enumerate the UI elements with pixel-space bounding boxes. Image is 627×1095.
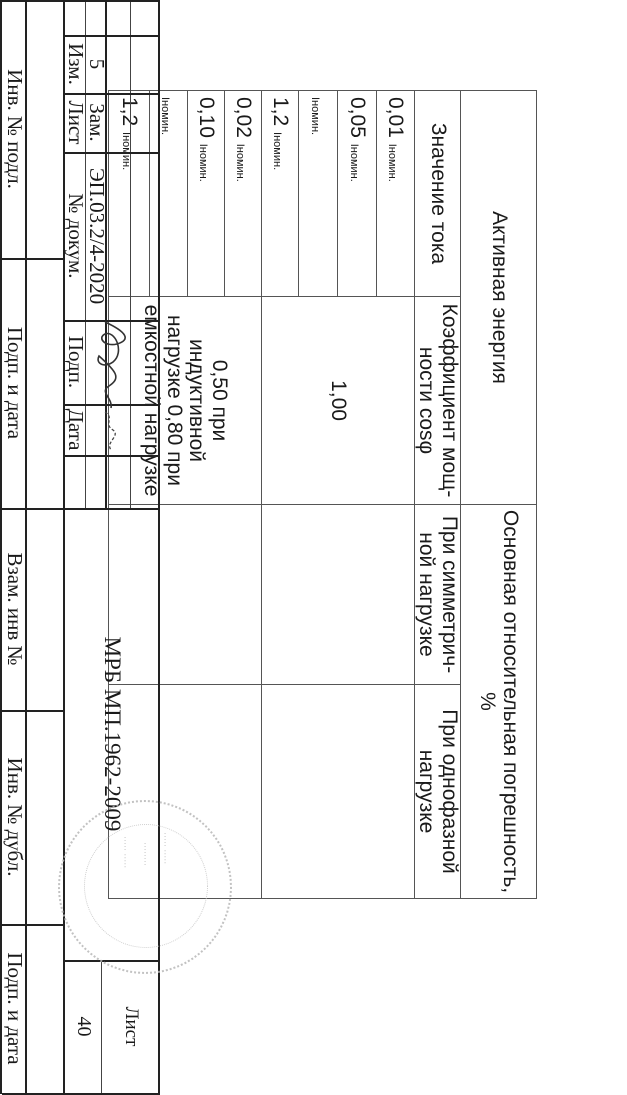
sidebar-inv-dubl: Инв. № дубл. (3, 757, 27, 877)
header-active-energy: Активная энергия (461, 91, 537, 505)
current-cell (376, 91, 414, 297)
signature-mark (89, 318, 135, 458)
header-current-value: Значение тока (414, 91, 460, 297)
sheet-number: 40 (73, 1016, 95, 1037)
current-unit: Iномин. (159, 97, 172, 136)
current-value: 0,05 (346, 97, 369, 138)
current-value: 1,2 (269, 97, 292, 127)
col-doc: № докум. (64, 193, 88, 279)
current-cell (187, 91, 224, 297)
sidebar-podp-data-1: Подп. и дата (3, 326, 27, 440)
col-list: Лист (64, 100, 88, 145)
current-unit: Iномин. (234, 143, 246, 182)
col-date: Дата (64, 408, 88, 451)
accuracy-table (108, 90, 537, 899)
change-number: 5 (85, 58, 109, 70)
current-unit: Iномин. (197, 143, 209, 182)
document-number: ЭП.03.2/4-2020 (85, 167, 109, 305)
header-main-error: Основная относительная погрешность, % (461, 505, 537, 899)
current-cell (261, 91, 298, 297)
current-value: 0,02 (232, 97, 255, 138)
cos-phi-group-2: 0,50 при индуктивной нагрузке 0,80 при емкостной нагрузке (108, 297, 261, 505)
current-cell (224, 91, 261, 297)
table-row (224, 91, 261, 899)
current-unit: Iномин. (348, 143, 360, 182)
current-value: 0,01 (384, 97, 408, 138)
stamp-seal: ····· ····· ········ ····· ····· (58, 800, 232, 974)
sidebar-vzam-inv: Взам. инв № (3, 552, 27, 666)
header-power-factor: Коэффициент мощ-ности cosφ (414, 297, 460, 505)
current-cell (298, 91, 337, 297)
current-unit: Iномин. (386, 143, 399, 182)
change-type: Зам. (85, 103, 109, 142)
current-value: 1,2 (118, 97, 141, 127)
sheet-label: Лист (121, 1006, 142, 1047)
col-izm: Изм. (64, 43, 88, 85)
single-phase-error-cell (261, 685, 414, 899)
col-sign: Подп. (64, 335, 88, 389)
current-cell (149, 91, 187, 297)
current-value: 0,10 (195, 97, 218, 138)
current-cell (337, 91, 376, 297)
header-single-phase-load: При однофазной нагрузке (414, 685, 460, 899)
table-row (376, 91, 414, 899)
current-unit: Iномин. (309, 97, 321, 136)
doc-designation: МРБ МП.1962-2009 (100, 636, 126, 832)
header-symmetric-load: При симметрич-ной нагрузке (414, 505, 460, 685)
sidebar-inv-podl: Инв. № подл. (3, 69, 27, 189)
current-unit: Iномин. (271, 132, 283, 171)
current-unit: Iномин. (120, 132, 132, 171)
current-cell (108, 91, 149, 297)
sidebar-podp-data-2: Подп. и дата (3, 952, 27, 1065)
cos-phi-group-1: 1,00 (261, 297, 414, 505)
symmetric-error-cell (261, 505, 414, 685)
